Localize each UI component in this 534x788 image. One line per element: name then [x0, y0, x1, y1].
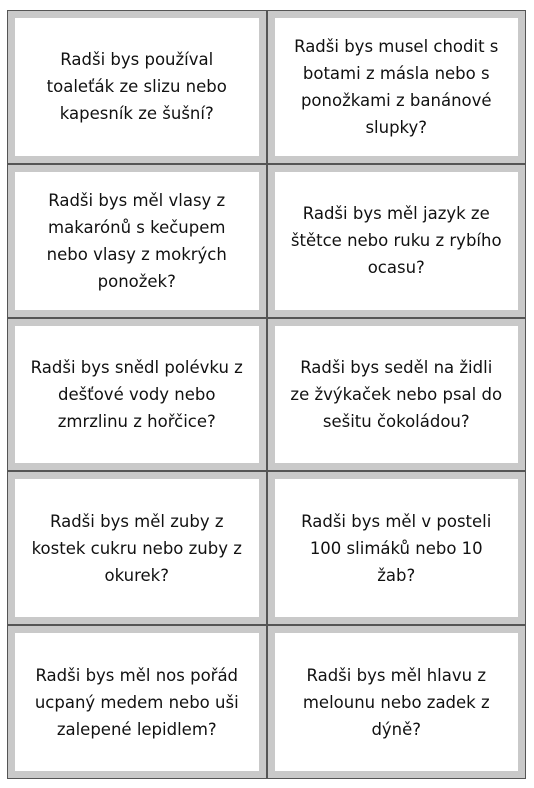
card-sheet [7, 10, 526, 779]
card-question-text: Radši bys měl zuby z kostek cukru nebo zuby z okurek? [31, 511, 242, 585]
question-card [275, 633, 519, 771]
card-cell [8, 11, 266, 163]
card-cell [268, 472, 526, 624]
card-question-text: Radši bys měl nos pořád ucpaný medem nebo uši zalepené lepidlem? [34, 665, 239, 739]
question-card [275, 172, 519, 310]
question-card [15, 326, 259, 464]
card-cell [268, 165, 526, 317]
card-cell [268, 626, 526, 778]
card-cell [8, 626, 266, 778]
question-card [275, 326, 519, 464]
question-card [15, 479, 259, 617]
card-cell [8, 165, 266, 317]
card-cell [8, 319, 266, 471]
question-card [275, 18, 519, 156]
card-question-text: Radši bys měl hlavu z melounu nebo zadek z dýně? [302, 665, 490, 739]
card-question-text: Radši bys měl v posteli 100 slimáků nebo 10 žab? [301, 511, 492, 585]
card-question-text: Radši bys měl vlasy z makarónů s kečupem nebo vlasy z mokrých ponožek? [46, 190, 227, 291]
card-cell [268, 11, 526, 163]
card-question-text: Radši bys musel chodit s botami z másla nebo s ponožkami z banánové slupky? [294, 36, 499, 137]
question-card [15, 633, 259, 771]
card-question-text: Radši bys měl jazyk ze štětce nebo ruku z rybího ocasu? [290, 204, 502, 278]
card-question-text: Radši bys seděl na židli ze žvýkaček nebo psal do sešitu čokoládou? [290, 357, 503, 431]
card-cell [268, 319, 526, 471]
question-card [275, 479, 519, 617]
card-cell [8, 472, 266, 624]
question-card [15, 18, 259, 156]
card-question-text: Radši bys snědl polévku z dešťové vody nebo zmrzlinu z hořčice? [30, 357, 243, 431]
question-card [15, 172, 259, 310]
card-question-text: Radši bys používal toaleťák ze slizu nebo kapesník ze šušní? [46, 50, 227, 124]
